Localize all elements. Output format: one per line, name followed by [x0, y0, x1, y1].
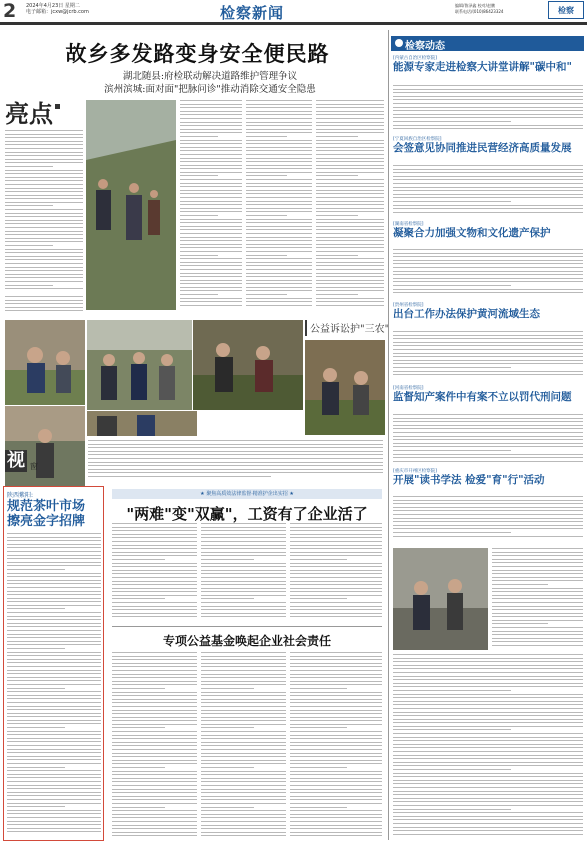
photo-6 — [305, 340, 385, 435]
date: 2024年4月23日 星期二 — [26, 3, 80, 9]
lead-title: 故乡多发路变身安全便民路 — [65, 41, 330, 66]
right-text-1 — [393, 165, 583, 217]
right-tag: [贵州省检察院] — [393, 303, 424, 308]
right-tag: [湖南省检察院] — [393, 222, 424, 227]
date-block — [26, 3, 89, 15]
lead-photo-field — [86, 100, 176, 310]
red-box-title-2: 擦亮金字招牌 — [7, 514, 86, 529]
mid-text-col3 — [290, 523, 382, 623]
editor-line2: 联系电话/(010)86423324 — [455, 8, 504, 14]
mid2-text-col3 — [290, 652, 382, 840]
right-item-4 — [393, 385, 583, 403]
photo-5 — [87, 411, 197, 436]
right-title: 监督知产案件中有案不立以罚代刑问题 — [393, 391, 572, 403]
right-tag: [内蒙古自治区检察院] — [393, 56, 438, 61]
shichuang-label-big: 视 — [7, 450, 25, 471]
gy-bar — [305, 320, 307, 336]
editor-info — [455, 3, 503, 14]
public-interest-label: 公益诉讼护"三农" — [310, 324, 390, 335]
right-title: 会签意见协同推进民营经济高质量发展 — [393, 142, 572, 154]
mid2-text-col1 — [112, 652, 197, 840]
right-text-2 — [393, 249, 583, 299]
mid-divider — [112, 626, 382, 627]
lead-text-col4 — [316, 100, 384, 310]
right-item-2 — [393, 221, 583, 239]
right-text-0 — [393, 85, 583, 133]
page-number: 2 — [3, 0, 17, 22]
photo-4 — [5, 406, 85, 486]
shichuang-label-small: 窗 — [30, 462, 38, 471]
liangdian-label: 亮点 — [5, 99, 53, 128]
liangdian-dot-icon — [55, 104, 60, 109]
lead-subtitle-2: 滨州滨城:面对面"把脉问诊"推动消除交通安全隐患 — [104, 84, 316, 95]
photo-caption — [88, 440, 383, 480]
lead-text-col3 — [246, 100, 312, 310]
right-text-3 — [393, 331, 583, 381]
editor-line1: 编辑/鲁泽鑫 校对/赵鹏 — [455, 3, 495, 8]
email: 电子邮箱：jcxw@jcrb.com — [26, 9, 89, 15]
mid2-text-col2 — [201, 652, 286, 840]
right-tag: [河南省检察院] — [393, 386, 424, 391]
lead-text-col2 — [180, 100, 242, 310]
mid-text-col1 — [112, 523, 197, 623]
right-photo — [393, 548, 488, 650]
right-tag: [重庆市开州区检察院] — [393, 469, 438, 474]
lead-subtitle-1: 湖北随县:府检联动解决道路维护管理争议 — [122, 71, 298, 82]
right-text-5 — [393, 496, 583, 541]
photo-2 — [87, 320, 192, 410]
mid-headline: "两难"变"双赢"，工资有了企业活了 — [126, 505, 368, 523]
section-title: 检察新闻 — [220, 4, 285, 22]
mid-headline-2: 专项公益基金唤起企业社会责任 — [162, 634, 331, 648]
newspaper-logo-icon: 检察 — [548, 1, 584, 19]
right-title: 出台工作办法保护黄河流域生态 — [393, 308, 540, 320]
right-title: 凝聚合力加强文物和文化遗产保护 — [393, 227, 551, 239]
jcdt-title: 检察动态 — [405, 41, 445, 52]
mid-text-col2 — [201, 523, 286, 623]
red-box-text — [7, 533, 101, 838]
right-title: 能源专家走进检察大讲堂讲解"碳中和" — [393, 61, 572, 73]
right-item-3 — [393, 302, 583, 320]
photo-1 — [5, 320, 85, 405]
lead-text-col1 — [5, 130, 83, 295]
mid-banner-text: ★ 聚焦高质效法律监督·精准护企出实招 ★ — [200, 491, 294, 497]
jcdt-bullet-icon — [395, 39, 403, 47]
red-box-tag: 陕西紫阳: — [7, 492, 34, 499]
right-title: 开展"读书学法 检爱"育"行"活动 — [393, 474, 545, 486]
right-text-6b — [393, 654, 583, 840]
right-text-4 — [393, 414, 583, 466]
mid-banner — [112, 489, 382, 499]
lead-text-col1b — [5, 296, 83, 316]
right-item-0 — [393, 55, 583, 73]
col-separator — [388, 30, 389, 840]
right-text-6a — [492, 548, 583, 650]
photo-3 — [193, 320, 303, 410]
red-box-title-1: 规范茶叶市场 — [7, 499, 86, 514]
right-item-5 — [393, 468, 583, 486]
right-tag: [宁夏回族自治区检察院] — [393, 137, 442, 142]
right-item-1 — [393, 136, 583, 154]
liangdian-box — [5, 100, 85, 128]
header-rule-thin — [0, 24, 587, 25]
